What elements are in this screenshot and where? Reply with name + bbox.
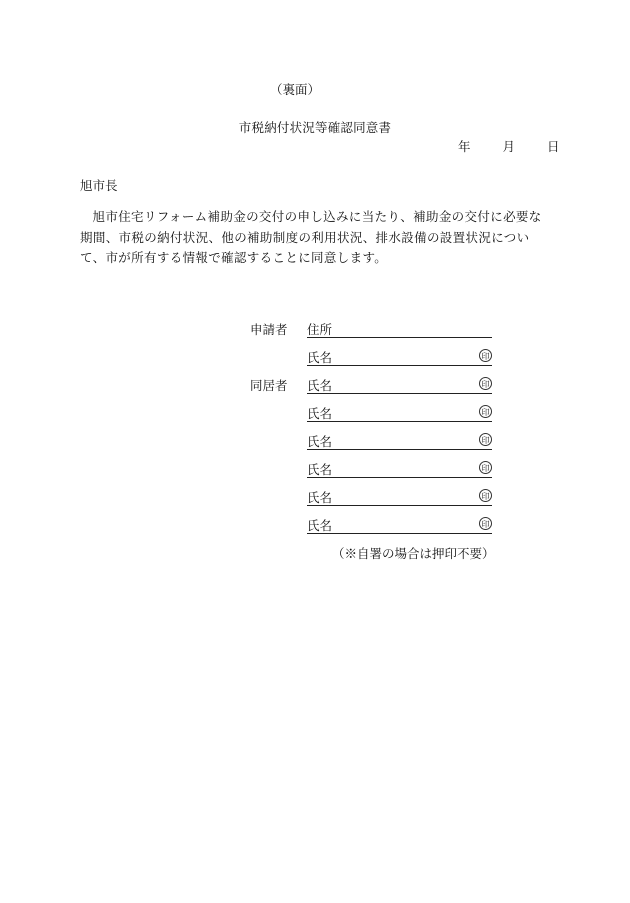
self-signature-note: （※自署の場合は押印不要） xyxy=(332,546,495,561)
cohabitant-name-field[interactable] xyxy=(307,432,492,450)
seal-mark-icon: 印 xyxy=(479,377,492,390)
seal-mark-icon: 印 xyxy=(479,433,492,446)
applicant-name-row xyxy=(250,348,500,370)
name-label: 氏名 xyxy=(307,378,333,393)
cohabitant-name-row xyxy=(250,516,500,538)
name-label: 氏名 xyxy=(307,518,333,533)
applicant-address-field[interactable] xyxy=(307,320,492,338)
reverse-side-label: （裏面） xyxy=(269,82,320,97)
name-label: 氏名 xyxy=(307,434,333,449)
cohabitant-name-row xyxy=(250,488,500,510)
date-year-label: 年 xyxy=(458,139,471,154)
date-month-label: 月 xyxy=(502,139,516,154)
cohabitant-name-row xyxy=(250,432,500,454)
consent-body-text: 旭市住宅リフォーム補助金の交付の申し込みに当たり、補助金の交付に必要な期間、市税の納付状況、他の補助制度の利用状況、排水設備の設置状況について、市が所有する情報で確認することに同意します。 xyxy=(80,209,542,265)
applicant-name-field[interactable] xyxy=(307,348,492,366)
cohabitant-name-row xyxy=(250,460,500,482)
name-label: 氏名 xyxy=(307,490,333,505)
date-line xyxy=(458,137,560,155)
name-label: 氏名 xyxy=(307,406,333,421)
applicant-label: 申請者 xyxy=(250,322,288,337)
seal-mark-icon: 印 xyxy=(479,349,492,362)
name-label: 氏名 xyxy=(307,462,333,477)
cohabitant-name-row xyxy=(250,376,500,398)
seal-mark-icon: 印 xyxy=(479,517,492,530)
cohabitant-name-field[interactable] xyxy=(307,488,492,506)
seal-mark-icon: 印 xyxy=(479,405,492,418)
date-day-label: 日 xyxy=(547,139,560,154)
cohabitant-name-row xyxy=(250,404,500,426)
document-title: 市税納付状況等確認同意書 xyxy=(238,120,392,135)
cohabitant-name-field[interactable] xyxy=(307,376,492,394)
address-label: 住所 xyxy=(307,322,333,337)
addressee: 旭市長 xyxy=(80,178,118,193)
cohabitant-name-field[interactable] xyxy=(307,404,492,422)
seal-mark-icon: 印 xyxy=(479,489,492,502)
cohabitant-name-field[interactable] xyxy=(307,516,492,534)
cohabitant-label: 同居者 xyxy=(250,378,288,393)
seal-mark-icon: 印 xyxy=(479,461,492,474)
name-label: 氏名 xyxy=(307,350,333,365)
cohabitant-name-field[interactable] xyxy=(307,460,492,478)
applicant-address-row xyxy=(250,320,500,342)
